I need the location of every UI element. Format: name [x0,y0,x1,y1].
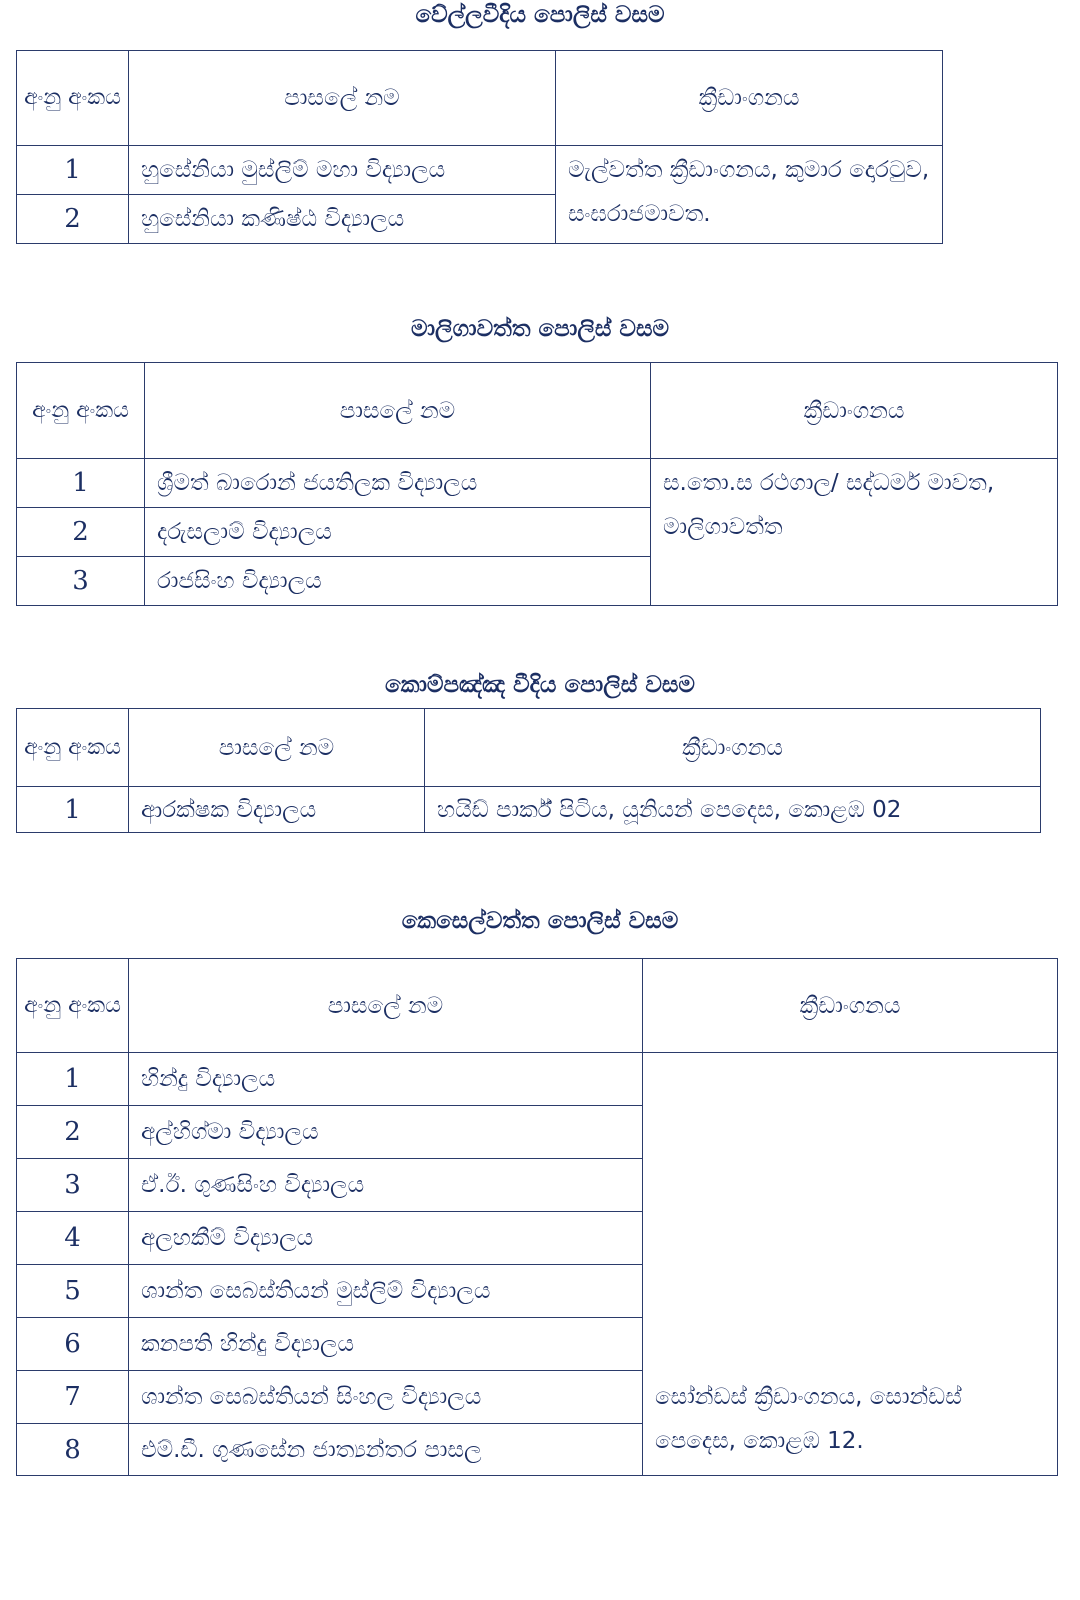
school-name: ඒ.ඊ. ගුණසිංහ විද්‍යාලය [129,1159,643,1212]
school-name: අලහකීම් විද්‍යාලය [129,1212,643,1265]
header-ground: ක්‍රීඩාංගනය [556,51,943,146]
section-title-kompanna: කොම්පඤ්ඤ වීදිය පොලිස් වසම [385,672,695,698]
header-school: පාසලේ නම [145,363,651,459]
row-number: 2 [17,508,145,557]
row-number: 4 [17,1212,129,1265]
school-table-kompanna [16,708,1041,833]
header-number: අංනු අංකය [17,363,145,459]
school-name: රාජසිංහ විද්‍යාලය [145,557,651,606]
row-number: 2 [17,195,129,244]
table-header-row [17,959,1058,1053]
row-number: 1 [17,1053,129,1106]
table-row [17,459,1058,508]
section-title-wellawidiya: වේල්ලවීදිය පොලිස් වසම [415,2,665,28]
school-name: ශාන්ත සෙබස්තියන් සිංහල විද්‍යාලය [129,1371,643,1424]
table-row [17,146,943,195]
header-school: පාසලේ නම [129,709,425,787]
table-header-row [17,363,1058,459]
section-title-kesselwatta: කෙසෙල්වත්ත පොලිස් වසම [401,908,679,934]
row-number: 7 [17,1371,129,1424]
school-name: අල්හිග්මා විද්‍යාලය [129,1106,643,1159]
school-table-maligawatta [16,362,1058,606]
header-number: අංනු අංකය [17,709,129,787]
row-number: 5 [17,1265,129,1318]
school-table-kesselwatta [16,958,1058,1476]
table-row [17,787,1041,833]
header-ground: ක්‍රීඩාංගනය [425,709,1041,787]
table-header-row [17,709,1041,787]
school-name: ආරක්ෂක විද්‍යාලය [129,787,425,833]
header-school: පාසලේ නම [129,959,643,1053]
header-school: පාසලේ නම [129,51,556,146]
row-number: 1 [17,787,129,833]
header-ground: ක්‍රීඩාංගනය [643,959,1058,1053]
school-name: ශාන්ත සෙබස්තියන් මුස්ලිම් විද්‍යාලය [129,1265,643,1318]
school-name: හුසේනියා මුස්ලිම් මහා විද්‍යාලය [129,146,556,195]
school-name: එම්.ඩී. ගුණසේන ජාත්‍යන්තර පාසල [129,1424,643,1476]
ground-name: සෝන්ඩස් ක්‍රීඩාංගනය, සොන්ඩස් පෙදෙස, කොළඹ 12. [643,1053,1058,1476]
school-name: කනපති හින්දු විද්‍යාලය [129,1318,643,1371]
school-name: හින්දු විද්‍යාලය [129,1053,643,1106]
ground-name: හයිඩ් පාර්ක් පිටිය, යූනියන් පෙදෙස, කොළඹ 02 [425,787,1041,833]
header-number: අංනු අංකය [17,959,129,1053]
row-number: 3 [17,1159,129,1212]
school-table-wellawidiya [16,50,943,244]
ground-name: ස.තො.ස රථගාල/ සද්ධර්ම මාවත, මාලිගාවත්ත [651,459,1058,606]
ground-name: මැල්වත්ත ක්‍රීඩාංගනය, කුමාර දොරටුව, සංඝරාජමාවත. [556,146,943,244]
header-ground: ක්‍රීඩාංගනය [651,363,1058,459]
table-header-row [17,51,943,146]
table-row [17,1053,1058,1106]
school-name: හුසේනියා කණිෂ්ඨ විද්‍යාලය [129,195,556,244]
row-number: 2 [17,1106,129,1159]
row-number: 3 [17,557,145,606]
row-number: 1 [17,146,129,195]
header-number: අංනු අංකය [17,51,129,146]
row-number: 1 [17,459,145,508]
row-number: 6 [17,1318,129,1371]
school-name: දරුසලාම් විද්‍යාලය [145,508,651,557]
school-name: ශ්‍රීමත් බාරොන් ජයතිලක විද්‍යාලය [145,459,651,508]
row-number: 8 [17,1424,129,1476]
section-title-maligawatta: මාලිගාවත්ත පොලිස් වසම [410,316,670,342]
